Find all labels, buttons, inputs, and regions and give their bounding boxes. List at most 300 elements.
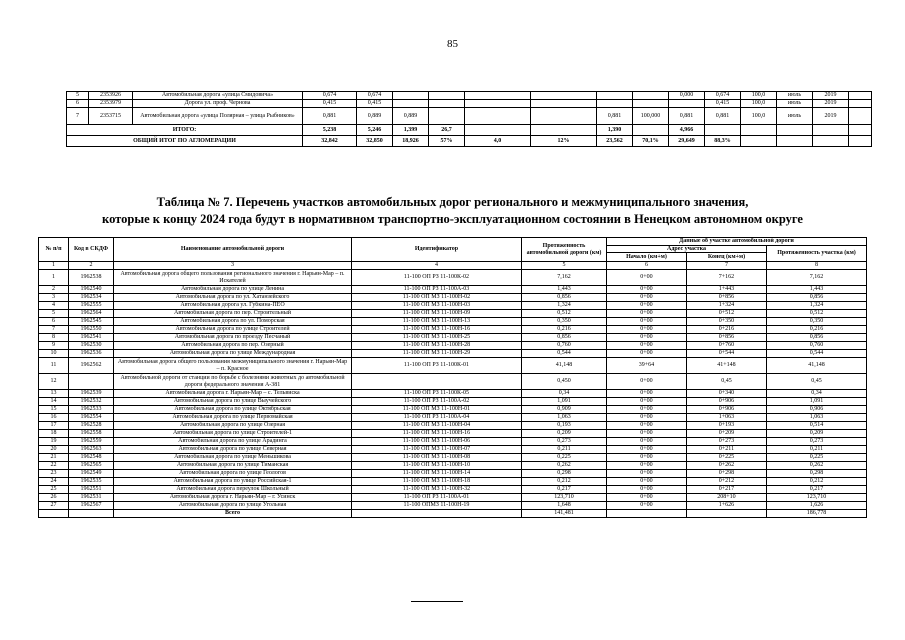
row-value <box>393 92 429 100</box>
row-road-length: 1,324 <box>522 302 607 310</box>
row-road-length: 0,909 <box>522 406 607 414</box>
row-value: 0,881 <box>705 108 741 125</box>
row-road-length: 0,273 <box>522 438 607 446</box>
row-road-length: 0,34 <box>522 390 607 398</box>
total-blank <box>849 125 872 136</box>
row-identifier: 11-100 ОП МЗ 11-100Н-18 <box>352 478 522 486</box>
row-identifier: 11-100 ОП МЗ 11-100Н-25 <box>352 334 522 342</box>
column-number: 5 <box>522 262 607 270</box>
row-blank <box>849 108 872 125</box>
row-code: 1962538 <box>69 270 114 286</box>
total-blank <box>687 510 767 518</box>
row-code: 1962528 <box>69 422 114 430</box>
row-value: 100,0 <box>741 100 777 108</box>
row-road-name: Автомобильной дороги от станции по борьбе с болезнями животных до автомобильной дороги федерального значения А-381 <box>114 374 352 390</box>
total-value: 57% <box>429 136 465 147</box>
row-value: 2019 <box>813 92 849 100</box>
row-road-length: 0,350 <box>522 318 607 326</box>
table-row <box>39 374 867 390</box>
row-code: 1962535 <box>69 478 114 486</box>
row-code: 2353979 <box>89 100 133 108</box>
agglomeration-summary-table <box>66 91 872 147</box>
table-row <box>39 286 867 294</box>
row-value: 0,415 <box>705 100 741 108</box>
row-end: 0+906 <box>687 406 767 414</box>
row-num: 25 <box>39 486 69 494</box>
row-num: 2 <box>39 286 69 294</box>
row-value: 0,415 <box>357 100 393 108</box>
table-row <box>39 398 867 406</box>
total-value <box>531 125 597 136</box>
row-num: 20 <box>39 446 69 454</box>
total-value: 23,562 <box>597 136 633 147</box>
row-value <box>429 92 465 100</box>
row-identifier: 11-100 ОП МЗ 11-100Н-07 <box>352 446 522 454</box>
row-num: 26 <box>39 494 69 502</box>
total-value <box>465 125 531 136</box>
row-code: 1962539 <box>69 390 114 398</box>
header-section-data: Данные об участке автомобильной дороги <box>607 238 867 246</box>
row-start: 0+00 <box>607 422 687 430</box>
row-identifier: 11-100 ОП МЗ 11-100Н-16 <box>352 326 522 334</box>
table-title-line1: Таблица № 7. Перечень участков автомобильных дорог регионального и межмуниципального значения, <box>156 195 749 209</box>
total-value: 32,842 <box>303 136 357 147</box>
row-start: 0+00 <box>607 334 687 342</box>
row-start: 0+00 <box>607 350 687 358</box>
row-road-length: 0,225 <box>522 454 607 462</box>
row-road-name: Автомобильная дорога по улице Строителей <box>114 326 352 334</box>
row-road-length: 1,091 <box>522 398 607 406</box>
row-code: 1962551 <box>69 486 114 494</box>
row-start: 0+00 <box>607 294 687 302</box>
row-section-length: 0,211 <box>767 446 867 454</box>
row-section-length: 123,710 <box>767 494 867 502</box>
row-blank <box>849 92 872 100</box>
total-blank <box>741 125 777 136</box>
row-end: 0+512 <box>687 310 767 318</box>
row-identifier: 11-100 ОП МЗ 11-100Н-02 <box>352 294 522 302</box>
row-start: 0+00 <box>607 390 687 398</box>
table-row <box>39 390 867 398</box>
row-start: 0+00 <box>607 286 687 294</box>
row-identifier: 11-100 ОП МЗ 11-100Н-09 <box>352 310 522 318</box>
table-title-line2: которые к концу 2024 года будут в нормативном транспортно-эксплуатационном состоянии в Ненецком автономном округе <box>102 212 803 226</box>
row-end: 0+906 <box>687 398 767 406</box>
table-row <box>39 462 867 470</box>
total-blank <box>849 136 872 147</box>
row-road-length: 0,450 <box>522 374 607 390</box>
table-row <box>39 294 867 302</box>
total-value: 12% <box>531 136 597 147</box>
row-end: 0,45 <box>687 374 767 390</box>
row-num: 22 <box>39 462 69 470</box>
row-road-length: 0,544 <box>522 350 607 358</box>
row-identifier: 11-100 ОП РЗ 11-100К-01 <box>352 358 522 374</box>
table-row <box>39 422 867 430</box>
row-end: 0+760 <box>687 342 767 350</box>
row-identifier: 11-100 ОП РЗ 11-100А-01 <box>352 494 522 502</box>
total-value: 70,1% <box>633 136 669 147</box>
row-road-name: Автомобильная дорога по улице Октябрьская <box>114 406 352 414</box>
table-row <box>39 494 867 502</box>
row-num: 18 <box>39 430 69 438</box>
row-start: 0+00 <box>607 454 687 462</box>
table-row <box>67 108 872 125</box>
row-identifier: 11-100 ОП РЗ 11-100К-02 <box>352 270 522 286</box>
column-number: 3 <box>114 262 352 270</box>
row-num: 4 <box>39 302 69 310</box>
row-num: 15 <box>39 406 69 414</box>
row-road-name: Автомобильная дорога по пер. Озерный <box>114 342 352 350</box>
row-start: 0+00 <box>607 302 687 310</box>
row-code: 1962541 <box>69 334 114 342</box>
row-identifier: 11-100 ОП МЗ 11-100Н-28 <box>352 342 522 350</box>
row-end: 41+148 <box>687 358 767 374</box>
row-road-length: 0,217 <box>522 486 607 494</box>
row-value: 100,0 <box>741 92 777 100</box>
table-row <box>39 350 867 358</box>
row-identifier: 11-100 ОП МЗ 11-100Н-06 <box>352 438 522 446</box>
row-code: 1962563 <box>69 446 114 454</box>
row-start: 0+00 <box>607 270 687 286</box>
row-end: 7+162 <box>687 270 767 286</box>
header-address: Адрес участка <box>607 245 767 253</box>
itogo-row <box>67 125 872 136</box>
total-label: ИТОГО: <box>67 125 303 136</box>
total-value <box>705 125 741 136</box>
row-end: 208+10 <box>687 494 767 502</box>
row-value <box>597 100 633 108</box>
row-value: 0,000 <box>669 92 705 100</box>
row-num: 27 <box>39 502 69 510</box>
total-value: 32,850 <box>357 136 393 147</box>
row-road-name: Автомобильная дорога по улице Тиманская <box>114 462 352 470</box>
column-number: 7 <box>687 262 767 270</box>
row-value: 0,881 <box>303 108 357 125</box>
row-section-length: 0,212 <box>767 478 867 486</box>
row-num: 5 <box>67 92 89 100</box>
row-end: 0+273 <box>687 438 767 446</box>
row-code: 1962559 <box>69 438 114 446</box>
row-start: 0+00 <box>607 374 687 390</box>
row-identifier: 11-100 ОП МЗ 11-100Н-03 <box>352 302 522 310</box>
header-length: Протяженность автомобильной дороги (км) <box>522 238 607 262</box>
footer-rule <box>411 601 463 602</box>
row-value: 0,674 <box>357 92 393 100</box>
row-value <box>633 92 669 100</box>
table-row <box>39 310 867 318</box>
total-value: 18,926 <box>393 136 429 147</box>
row-code: 1962564 <box>69 310 114 318</box>
row-value <box>669 100 705 108</box>
table-row <box>39 438 867 446</box>
row-identifier <box>352 374 522 390</box>
row-start: 39+64 <box>607 358 687 374</box>
row-road-name: Автомобильная дорога «улица Полярная – улица Рыбников» <box>133 108 303 125</box>
row-identifier: 11-100 ОП МЗ 11-100Н-13 <box>352 318 522 326</box>
row-road-length: 0,212 <box>522 478 607 486</box>
row-value <box>393 100 429 108</box>
row-value: 2019 <box>813 100 849 108</box>
row-road-name: Автомобильная дорога по улице Международная <box>114 350 352 358</box>
row-num: 8 <box>39 334 69 342</box>
total-value: 5,246 <box>357 125 393 136</box>
row-end: 0+209 <box>687 430 767 438</box>
row-road-name: Автомобильная дорога по улице Арадинга <box>114 438 352 446</box>
row-road-length: 123,710 <box>522 494 607 502</box>
total-blank <box>777 125 813 136</box>
row-section-length: 41,148 <box>767 358 867 374</box>
table-row <box>39 478 867 486</box>
row-start: 0+00 <box>607 398 687 406</box>
row-start: 0+00 <box>607 342 687 350</box>
column-number: 6 <box>607 262 687 270</box>
row-road-length: 0,298 <box>522 470 607 478</box>
row-road-name: Автомобильная дорога по ул. Поморская <box>114 318 352 326</box>
row-value: 0,889 <box>393 108 429 125</box>
row-road-length: 0,209 <box>522 430 607 438</box>
row-start: 0+00 <box>607 462 687 470</box>
table-row <box>39 270 867 286</box>
row-identifier: 11-100 ОП МЗ 11-100Н-16 <box>352 430 522 438</box>
row-end: 1+626 <box>687 502 767 510</box>
row-end: 0+193 <box>687 422 767 430</box>
row-end: 0+350 <box>687 318 767 326</box>
total-value: 29,649 <box>669 136 705 147</box>
row-end: 0+340 <box>687 390 767 398</box>
row-road-length: 0,856 <box>522 294 607 302</box>
row-code: 1962531 <box>69 494 114 502</box>
total-value: 4,0 <box>465 136 531 147</box>
row-road-name: Автомобильная дорога по улице Ленина <box>114 286 352 294</box>
row-section-length: 1,324 <box>767 302 867 310</box>
row-value <box>531 100 597 108</box>
row-end: 0+856 <box>687 334 767 342</box>
row-value: 100,000 <box>633 108 669 125</box>
total-blank <box>813 125 849 136</box>
header-end: Конец (км+м) <box>687 253 767 262</box>
row-road-name: Автомобильная дорога по улице Российская-1 <box>114 478 352 486</box>
row-start: 0+00 <box>607 494 687 502</box>
total-value: 26,7 <box>429 125 465 136</box>
row-code: 1962565 <box>69 462 114 470</box>
row-section-length: 1,626 <box>767 502 867 510</box>
row-num: 6 <box>39 318 69 326</box>
row-section-length: 0,544 <box>767 350 867 358</box>
row-identifier: 11-100 ОП МЗ 11-100Н-14 <box>352 470 522 478</box>
row-identifier: 11-100 ОП РЗ 11-100А-04 <box>352 414 522 422</box>
table-row <box>39 502 867 510</box>
row-end: 1+443 <box>687 286 767 294</box>
row-road-name: Автомобильная дорога по улице Северная <box>114 446 352 454</box>
total-blank <box>352 510 522 518</box>
table-row <box>39 318 867 326</box>
row-road-length: 0,211 <box>522 446 607 454</box>
row-end: 0+217 <box>687 486 767 494</box>
row-code: 1962550 <box>69 326 114 334</box>
row-identifier: 11-100 ОП МЗ 11-100Н-10 <box>352 462 522 470</box>
row-road-name: Дорога ул. проф. Чернова <box>133 100 303 108</box>
row-section-length: 0,512 <box>767 310 867 318</box>
row-section-length: 7,162 <box>767 270 867 286</box>
row-value <box>531 92 597 100</box>
table-row <box>39 334 867 342</box>
row-road-name: Автомобильная дорога по улице Угольная <box>114 502 352 510</box>
grand-total-row <box>67 136 872 147</box>
row-code: 1962532 <box>69 398 114 406</box>
row-num: 7 <box>39 326 69 334</box>
row-code: 2353715 <box>89 108 133 125</box>
total-value <box>633 125 669 136</box>
row-road-name: Автомобильная дорога по улице Строителей-1 <box>114 430 352 438</box>
road-sections-table <box>38 237 867 518</box>
row-value <box>429 108 465 125</box>
row-value <box>429 100 465 108</box>
total-blank <box>813 136 849 147</box>
row-num: 23 <box>39 470 69 478</box>
row-road-name: Автомобильная дорога г. Нарьян-Мар – с. Тельвиска <box>114 390 352 398</box>
row-start: 0+00 <box>607 326 687 334</box>
row-road-name: Автомобильная дорога по ул. Хатанзейского <box>114 294 352 302</box>
row-value <box>465 92 531 100</box>
row-road-name: Автомобильная дорога переулок Школьный <box>114 486 352 494</box>
row-section-length: 0,34 <box>767 390 867 398</box>
column-number: 8 <box>767 262 867 270</box>
row-value: 0,674 <box>705 92 741 100</box>
row-road-name: Автомобильная дорога по улице Геологов <box>114 470 352 478</box>
table-row <box>39 446 867 454</box>
row-value: 0,881 <box>597 108 633 125</box>
total-row <box>39 510 867 518</box>
row-road-name: Автомобильная дорога по улице Выучейского <box>114 398 352 406</box>
row-road-name: Автомобильная дорога общего пользования межмуниципального значения г. Нарьян-Мар – п. Красное <box>114 358 352 374</box>
row-identifier: 11-100 ОП МЗ 11-100Н-29 <box>352 350 522 358</box>
row-road-name: Автомобильная дорога по проезду Песчаный <box>114 334 352 342</box>
row-code: 1962567 <box>69 502 114 510</box>
row-road-length: 1,648 <box>522 502 607 510</box>
total-blank <box>777 136 813 147</box>
row-section-length: 0,209 <box>767 430 867 438</box>
table-row <box>39 358 867 374</box>
row-identifier: 11-100 ОП МЗ 11-100Н-01 <box>352 406 522 414</box>
header-id: Идентификатор <box>352 238 522 262</box>
row-code: 1962533 <box>69 406 114 414</box>
total-label: ОБЩИЙ ИТОГ ПО АГЛОМЕРАЦИИ <box>67 136 303 147</box>
row-identifier: 11-100 ОП РЗ 11-100К-05 <box>352 390 522 398</box>
row-num: 19 <box>39 438 69 446</box>
row-section-length: 0,514 <box>767 422 867 430</box>
row-identifier: 11-100 ОП МЗ 11-100Н-32 <box>352 486 522 494</box>
row-section-length: 0,273 <box>767 438 867 446</box>
row-num: 1 <box>39 270 69 286</box>
row-end: 0+262 <box>687 462 767 470</box>
row-road-name: Автомобильная дорога г. Нарьян-Мар – г. Усинск <box>114 494 352 502</box>
row-code <box>69 374 114 390</box>
table-row <box>39 486 867 494</box>
row-num: 14 <box>39 398 69 406</box>
row-section-length: 0,856 <box>767 294 867 302</box>
row-start: 0+00 <box>607 318 687 326</box>
row-num: 3 <box>39 294 69 302</box>
row-road-length: 1,063 <box>522 414 607 422</box>
row-road-length: 0,512 <box>522 310 607 318</box>
row-num: 10 <box>39 350 69 358</box>
row-start: 0+00 <box>607 486 687 494</box>
total-value: 88,3% <box>705 136 741 147</box>
row-num: 11 <box>39 358 69 374</box>
row-value <box>465 108 531 125</box>
row-num: 16 <box>39 414 69 422</box>
row-value: 100,0 <box>741 108 777 125</box>
row-code: 2353926 <box>89 92 133 100</box>
row-num: 5 <box>39 310 69 318</box>
row-value <box>597 92 633 100</box>
table-row <box>39 454 867 462</box>
row-end: 0+216 <box>687 326 767 334</box>
row-value <box>633 100 669 108</box>
row-code: 1962558 <box>69 430 114 438</box>
total-value: 4,966 <box>669 125 705 136</box>
row-blank <box>849 100 872 108</box>
row-road-length: 7,162 <box>522 270 607 286</box>
row-end: 0+298 <box>687 470 767 478</box>
total-value: 1,399 <box>393 125 429 136</box>
column-number: 2 <box>69 262 114 270</box>
row-start: 0+00 <box>607 502 687 510</box>
row-end: 1+324 <box>687 302 767 310</box>
row-section-length: 0,45 <box>767 374 867 390</box>
row-identifier: 11-100 ОП МЗ 11-100Н-04 <box>352 422 522 430</box>
table-row <box>39 414 867 422</box>
row-identifier: 11-100 ОП РЗ 11-100А-02 <box>352 398 522 406</box>
row-road-name: Автомобильная дорога по улице Меньшикова <box>114 454 352 462</box>
total-blank <box>39 510 69 518</box>
row-num: 6 <box>67 100 89 108</box>
row-code: 1962548 <box>69 454 114 462</box>
header-section-length: Протяженность участка (км) <box>767 245 867 262</box>
row-end: 1+063 <box>687 414 767 422</box>
row-end: 0+225 <box>687 454 767 462</box>
row-num: 7 <box>67 108 89 125</box>
row-section-length: 1,063 <box>767 414 867 422</box>
row-value <box>465 100 531 108</box>
row-road-length: 1,443 <box>522 286 607 294</box>
row-section-length: 1,443 <box>767 286 867 294</box>
row-road-name: Автомобильная дорога ул. Губкина-ПЕО <box>114 302 352 310</box>
row-num: 12 <box>39 374 69 390</box>
row-num: 17 <box>39 422 69 430</box>
row-value: 2019 <box>813 108 849 125</box>
row-identifier: 11-100 ОПМЗ 11-100Н-19 <box>352 502 522 510</box>
table-row <box>39 430 867 438</box>
total-label: Всего <box>114 510 352 518</box>
row-road-length: 0,856 <box>522 334 607 342</box>
row-road-length: 41,148 <box>522 358 607 374</box>
table-title <box>0 194 905 228</box>
row-start: 0+00 <box>607 470 687 478</box>
row-section-length: 0,350 <box>767 318 867 326</box>
row-end: 0+544 <box>687 350 767 358</box>
row-road-length: 0,760 <box>522 342 607 350</box>
row-road-name: Автомобильная дорога по улице Озерная <box>114 422 352 430</box>
row-start: 0+00 <box>607 446 687 454</box>
row-road-length: 0,262 <box>522 462 607 470</box>
column-number: 1 <box>39 262 69 270</box>
row-num: 9 <box>39 342 69 350</box>
row-start: 0+00 <box>607 406 687 414</box>
total-section-length: 186,778 <box>767 510 867 518</box>
row-section-length: 0,856 <box>767 334 867 342</box>
